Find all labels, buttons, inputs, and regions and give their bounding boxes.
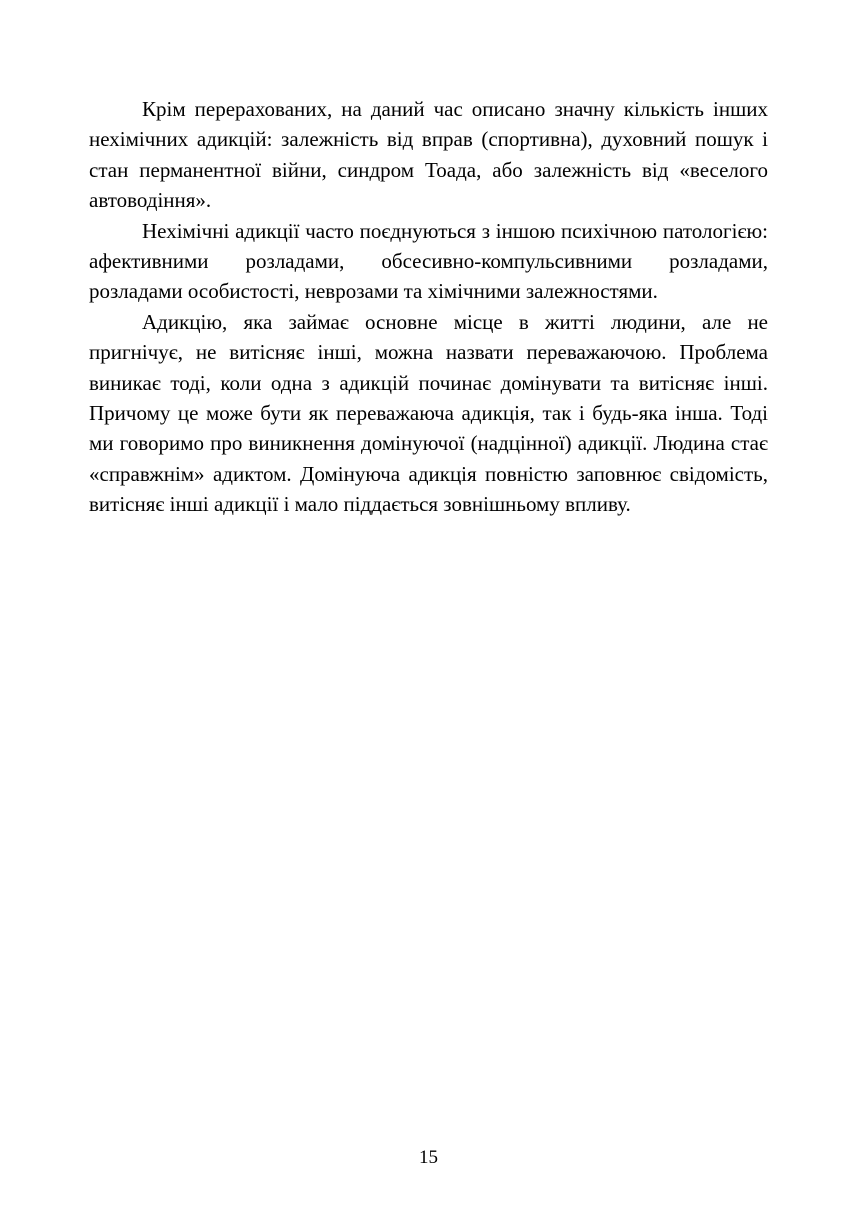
paragraph-non-chemical-addictions-list: Крім перерахованих, на даний час описано значну кількість інших нехімічних адикцій: залежність від вправ (спортивна), духовний пошук і стан перманентної війни, синдром Тоада, або залежність від «веселого автоводіння».: [89, 97, 768, 213]
page-body: [89, 94, 768, 520]
paragraph-dominant-addiction: Адикцію, яка займає основне місце в житті людини, але не пригнічує, не витісняє інші, можна назвати переважаючою. Проблема виникає тоді, коли одна з адикцій починає домінувати та витісняє інші. Причому це може бути як переважаюча адикція, так і будь-яка інша. Тоді ми говоримо про виникнення домінуючої (надцінної) адикції. Людина стає «справжнім» адиктом. Домінуюча адикція повністю заповнює свідомість, витісняє інші адикції і мало піддається зовнішньому впливу.: [89, 309, 768, 517]
page-number: 15: [419, 1147, 438, 1168]
paragraph-comorbidity: Нехімічні адикції часто поєднуються з іншою психічною патологією: афективними розладами, обсесивно-компульсивними розладами, розладами особистості, неврозами та хімічними залежностями.: [89, 218, 768, 304]
